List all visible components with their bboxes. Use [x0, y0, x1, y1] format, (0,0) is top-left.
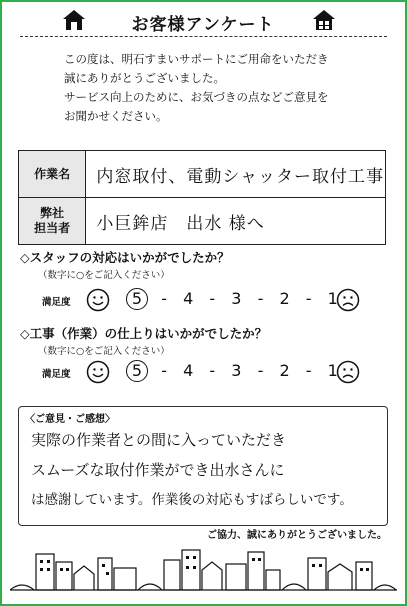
frown-face-icon: [336, 360, 360, 384]
intro-line: お聞かせください。: [64, 109, 168, 123]
intro-line: 誠にありがとうございました。: [64, 71, 225, 85]
intro-line: サービス向上のために、お気づきの点などご意見を: [64, 90, 329, 104]
scale-option[interactable]: 2: [279, 289, 290, 308]
question-note: （数字に○をご記入ください）: [38, 346, 170, 357]
scale-option[interactable]: 2: [279, 361, 290, 380]
scale-option[interactable]: 3: [231, 361, 242, 380]
comments-box[interactable]: [18, 406, 388, 526]
comment-line: スムーズな取付作業ができ出水さんに: [31, 461, 285, 479]
scale-option-selected[interactable]: 5: [126, 360, 148, 382]
info-table: [18, 150, 386, 245]
scale-option[interactable]: 1: [327, 361, 338, 380]
scale-values: 5 - 4 - 3 - 2 - 1: [126, 288, 350, 310]
question-note: （数字に○をご記入ください）: [38, 270, 170, 281]
contact-row: [19, 198, 386, 245]
scale-values: 5 - 4 - 3 - 2 - 1: [126, 360, 350, 382]
comment-line: 実際の作業者との間に入っていただき: [31, 431, 287, 449]
question-work-quality: ◇工事（作業）の仕上りはいかがでしたか？: [20, 326, 268, 341]
work-row: [19, 151, 386, 198]
smile-face-icon: [86, 360, 110, 384]
scale-option[interactable]: 4: [183, 289, 194, 308]
cityscape-illustration: [10, 540, 397, 594]
scale-option[interactable]: 3: [231, 289, 242, 308]
header-divider: [20, 36, 387, 37]
intro-text: [64, 50, 384, 126]
survey-header: [10, 8, 396, 34]
comments-text: [31, 425, 381, 515]
rating-scale-work: [42, 358, 372, 386]
contact-label-line: 担当者: [34, 221, 71, 235]
question-staff: ◇スタッフの対応はいかがでしたか？: [20, 250, 230, 265]
intro-line: この度は、明石すまいサポートにご用命をいただき: [64, 52, 329, 66]
scale-label: 満足度: [42, 297, 71, 308]
frown-face-icon: [336, 288, 360, 312]
work-value[interactable]: 内窓取付、電動シャッター取付工事: [86, 151, 386, 198]
scale-option[interactable]: 1: [327, 289, 338, 308]
smile-face-icon: [86, 288, 110, 312]
survey-title: お客様アンケート: [131, 15, 275, 35]
scale-option-selected[interactable]: 5: [126, 288, 148, 310]
rating-scale-staff: [42, 286, 372, 314]
scale-label: 満足度: [42, 369, 71, 380]
thanks-text: ご協力、誠にありがとうございました。: [207, 530, 387, 541]
contact-label: [19, 198, 86, 245]
contact-value[interactable]: 小巨鉾店 出水 様へ: [86, 198, 386, 245]
scale-option[interactable]: 4: [183, 361, 194, 380]
house-icon: [312, 8, 336, 32]
comments-title: 〈ご意見・ご感想〉: [25, 414, 115, 425]
contact-label-line: 弊社: [40, 206, 65, 220]
work-label: 作業名: [19, 151, 86, 198]
comment-line: は感謝しています。作業後の対応もすばらしいです。: [31, 492, 353, 508]
